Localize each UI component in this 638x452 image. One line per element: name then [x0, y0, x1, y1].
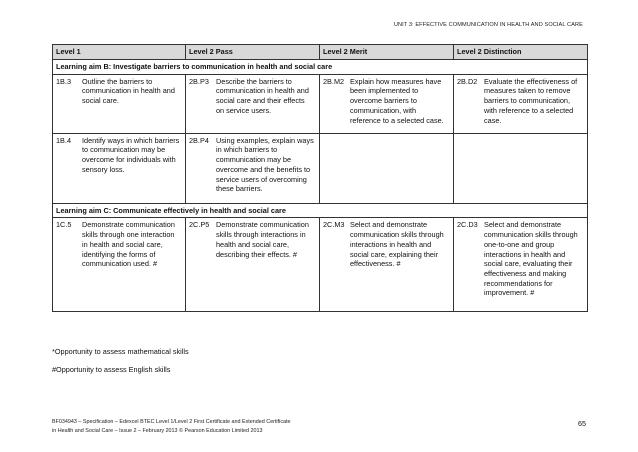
criterion-code: 2C.P5: [189, 220, 210, 230]
criterion-text: Demonstrate communication skills through one interaction in health and social care, identifying the forms of communication used. #: [82, 220, 175, 269]
learning-aim-c: Learning aim C: Communicate effectively in health and social care: [53, 203, 588, 218]
header-level-2-pass: Level 2 Pass: [186, 45, 320, 60]
criterion-code: 1B.3: [56, 76, 72, 86]
header-level-2-merit: Level 2 Merit: [320, 45, 454, 60]
learning-aim-b: Learning aim B: Investigate barriers to communication in health and social care: [53, 60, 588, 75]
criterion-code: 2B.D2: [457, 76, 478, 86]
empty-cell: [320, 133, 454, 203]
criterion-text: Demonstrate communication skills through interactions in health and social care, describing their effects. #: [216, 220, 309, 259]
table-row: [53, 218, 588, 312]
criterion-text: Describe the barriers to communication in health and social care and their effects on service users.: [216, 76, 309, 115]
header-row: [53, 45, 588, 60]
empty-cell: [454, 133, 588, 203]
criterion-code: 2B.P3: [189, 76, 209, 86]
assessment-notes: [52, 343, 189, 378]
footer-line-1: BF034943 – Specification – Edexcel BTEC Level 1/Level 2 First Certificate and Extended Certificate: [52, 419, 291, 425]
criterion-code: 2B.M2: [323, 76, 345, 86]
header-level-2-distinction: Level 2 Distinction: [454, 45, 588, 60]
criterion-text: Evaluate the effectiveness of measures taken to remove barriers to communication, with reference to a selected case.: [484, 76, 578, 125]
footer: [52, 418, 291, 435]
criterion-code: 2C.D3: [457, 220, 478, 230]
criterion-code: 2B.P4: [189, 135, 209, 145]
table-row: [53, 74, 588, 133]
criterion-text: Using examples, explain ways in which barriers to communication may be overcome and the benefits to service users of overcoming these barriers.: [216, 135, 314, 194]
learning-aim-row: [53, 203, 588, 218]
running-head: UNIT 3: EFFECTIVE COMMUNICATION IN HEALTH AND SOCIAL CARE: [393, 22, 583, 28]
table-row: [53, 133, 588, 203]
criterion-code: 1C.5: [56, 220, 72, 230]
page-number: 65: [578, 419, 586, 428]
note-maths: *Opportunity to assess mathematical skills: [52, 347, 189, 356]
criterion-text: Identify ways in which barriers to communication may be overcome for individuals with sensory loss.: [82, 135, 180, 174]
learning-aim-row: [53, 60, 588, 75]
footer-line-2: in Health and Social Care – Issue 2 – February 2013 © Pearson Education Limited 2013: [52, 427, 263, 434]
criterion-text: Select and demonstrate communication skills through one-to-one and group interactions in health and social care, evaluating their effectiveness and making recommendations for improvement. #: [484, 220, 578, 298]
criterion-text: Select and demonstrate communication skills through interactions in health and social care, explaining their effectiveness. #: [350, 220, 444, 269]
criterion-code: 1B.4: [56, 135, 72, 145]
criterion-code: 2C.M3: [323, 220, 345, 230]
criterion-text: Explain how measures have been implemented to overcome barriers to communication, with reference to a selected case.: [350, 76, 444, 125]
criterion-text: Outline the barriers to communication in health and social care.: [82, 76, 175, 106]
header-level-1: Level 1: [53, 45, 186, 60]
grading-criteria-table: [52, 44, 588, 312]
note-english: #Opportunity to assess English skills: [52, 364, 171, 374]
